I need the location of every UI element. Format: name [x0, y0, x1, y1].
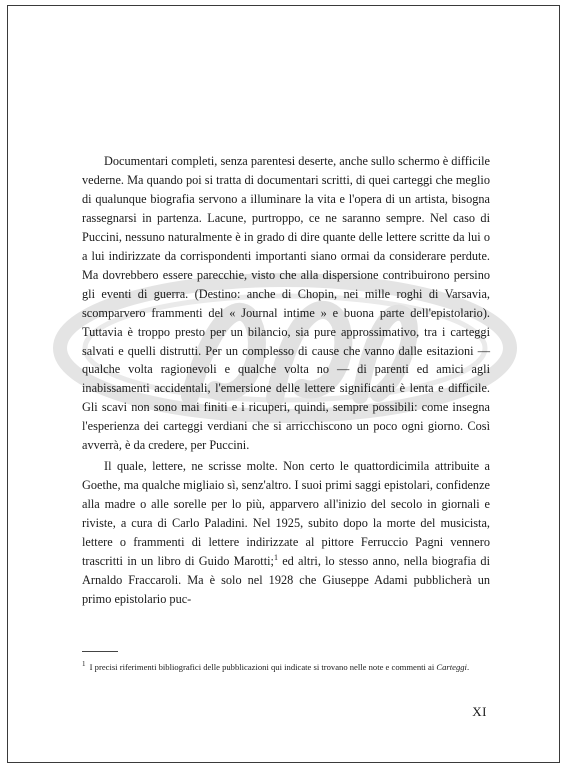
footnote-italic-title: Carteggi	[436, 662, 467, 672]
page-number: XI	[472, 704, 487, 719]
paragraph-2-text-b: ed altri, lo stesso anno, nella biografia di Arnaldo Fraccaroli. Ma è solo nel 1928 che Giuseppe Adami pubblicherà un primo epistolario puc-	[82, 554, 490, 606]
footnote-rule	[82, 651, 118, 652]
paragraph-2-text-a: Il quale, lettere, ne scrisse molte. Non certo le quattordicimila attribuite a Goethe, ma qualche migliaio sì, senz'altro. I suoi primi saggi epistolari, confidenze alla madre o alle sorelle per lo più, apparvero all'inizio del secolo in giornali e riviste, a cura di Carlo Paladini. Nel 1925, subito dopo la morte del musicista, lettere o frammenti di lettere indirizzate al pittore Ferruccio Pagni vennero trascritti in un libro di Guido Marotti;	[82, 459, 490, 569]
paragraph-1-text: Documentari completi, senza parentesi deserte, anche sullo schermo è difficile vederne. Ma quando poi si tratta di documentari scritti, di quei carteggi che meglio di qualunque biografia servono a illuminare la vita e l'opera di un artista, bisogna rassegnarsi in partenza. Lacune, purtroppo, ce ne saranno sempre. Nel caso di Puccini, nessuno naturalmente è in grado di dire quante delle lettere scritte da lui o a lui indirizzate da corrispondenti importanti siano ormai da considerare perdute. Ma dovrebbero essere parecchie, visto che alla dispersione contribuirono persino gli eventi di guerra. (Destino: anche di Chopin, nei mille roghi di Varsavia, scomparvero frammenti del « Journal intime » e buona parte dell'epistolario). Tuttavia è troppo presto per un bilancio, sia pure approssimativo, tra i carteggi salvati e quelli distrutti. Per un complesso di cause che vanno dalle esitazioni — qualche volta ragionevoli e qualche volta no — di parenti ed amici agli inabissamenti accidentali, l'emersione delle lettere significanti è lenta e difficile. Gli scavi non sono mai finiti e i ricuperi, quindi, sempre possibili: come insegna l'esperienza dei carteggi verdiani che si arricchiscono un poco ogni giorno. Così avverrà, è da credere, per Puccini.	[82, 154, 490, 453]
body-text	[82, 152, 490, 609]
footnote-end: .	[466, 662, 470, 672]
paragraph-2	[82, 457, 490, 609]
footnote-reference: 1	[273, 552, 278, 562]
footnote	[82, 661, 490, 673]
footnote-text: I precisi riferimenti bibliografici delle pubblicazioni qui indicate si trovano nelle note e commenti ai	[87, 662, 437, 672]
paragraph-1	[82, 152, 490, 455]
footnote-number: 1	[82, 660, 86, 669]
